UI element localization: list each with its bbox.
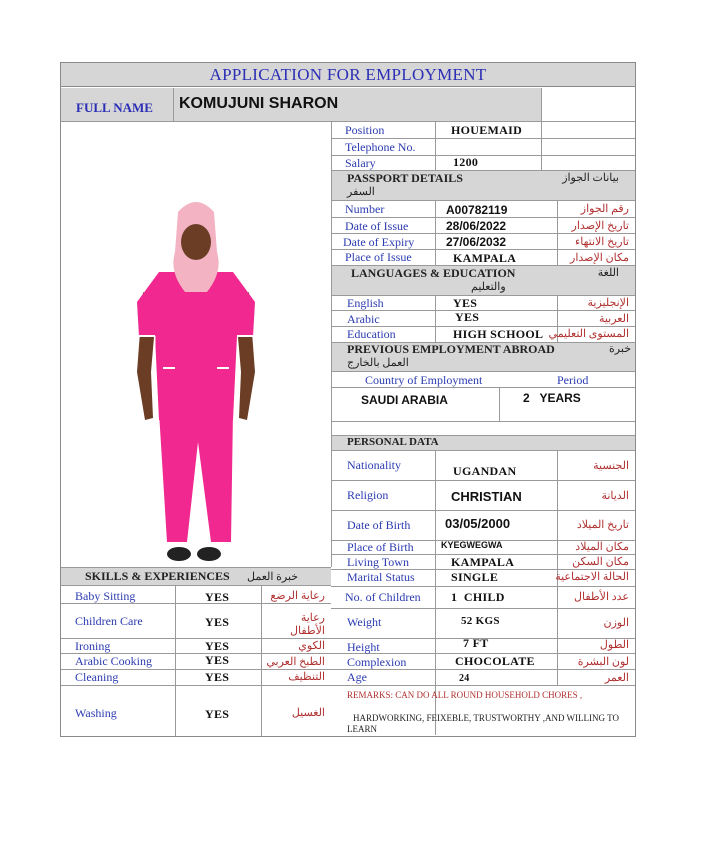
personal-data-heading: PERSONAL DATA bbox=[347, 436, 439, 448]
previous-employment-heading: PREVIOUS EMPLOYMENT ABROAD bbox=[347, 342, 555, 356]
religion-label: Religion bbox=[347, 488, 389, 502]
education-ar: المستوى التعليمي bbox=[548, 328, 629, 340]
age-ar: العمر bbox=[604, 672, 629, 684]
full-name-value: KOMUJUNI SHARON bbox=[179, 95, 339, 112]
living-town-value: KAMPALA bbox=[451, 555, 515, 569]
weight-label: Weight bbox=[347, 615, 382, 629]
issue-date-ar: تاريخ الإصدار bbox=[571, 220, 629, 232]
previous-employment-ar2: العمل بالخارج bbox=[347, 357, 409, 369]
dob-value: 03/05/2000 bbox=[445, 516, 511, 531]
passport-number-value: A00782119 bbox=[446, 203, 508, 217]
employment-country: SAUDI ARABIA bbox=[361, 393, 448, 407]
issue-date-label: Date of Issue bbox=[345, 219, 409, 233]
position-value: HOUEMAID bbox=[451, 123, 523, 137]
washing-ar: الغسيل bbox=[291, 707, 325, 719]
dob-label: Date of Birth bbox=[347, 518, 411, 532]
remarks-line-2: HARDWORKING, FEIXEBLE, TRUSTWORTHY ,AND WILLING TO bbox=[353, 713, 619, 723]
children-value: 1 CHILD bbox=[451, 590, 505, 604]
telephone-label: Telephone No. bbox=[345, 140, 416, 154]
place-of-birth-label: Place of Birth bbox=[347, 540, 414, 554]
baby-sitting-value: YES bbox=[205, 590, 230, 604]
complexion-ar: لون البشرة bbox=[577, 656, 629, 668]
english-label: English bbox=[347, 296, 384, 310]
expiry-date-value: 27/06/2032 bbox=[446, 235, 507, 249]
passport-heading: PASSPORT DETAILS bbox=[347, 171, 463, 185]
height-value: 7 FT bbox=[463, 636, 489, 650]
place-of-birth-ar: مكان الميلاد bbox=[575, 541, 629, 553]
passport-heading-ar: بيانات الجواز bbox=[562, 172, 619, 184]
english-value: YES bbox=[453, 296, 478, 310]
education-label: Education bbox=[347, 327, 396, 341]
children-care-ar: رعاية الأطفال bbox=[290, 612, 325, 637]
cleaning-ar: التنظيف bbox=[288, 671, 325, 683]
washing-value: YES bbox=[205, 707, 230, 721]
nationality-label: Nationality bbox=[347, 458, 401, 472]
languages-heading: LANGUAGES & EDUCATION bbox=[351, 266, 516, 280]
cleaning-value: YES bbox=[205, 670, 230, 684]
weight-ar: الوزن bbox=[603, 617, 629, 629]
skills-heading: SKILLS & EXPERIENCES bbox=[85, 569, 230, 583]
height-label: Height bbox=[347, 640, 380, 654]
skills-heading-ar: خبرة العمل bbox=[247, 571, 299, 583]
age-value: 24 bbox=[459, 673, 470, 684]
arabic-value: YES bbox=[455, 310, 480, 324]
place-of-birth-value: KYEGWEGWA bbox=[441, 540, 503, 550]
arabic-cooking-value: YES bbox=[205, 653, 230, 667]
arabic-ar: العربية bbox=[598, 313, 629, 325]
arabic-cooking-label: Arabic Cooking bbox=[75, 654, 152, 668]
passport-number-label: Number bbox=[345, 202, 385, 216]
full-name-label: FULL NAME bbox=[76, 100, 153, 115]
complexion-label: Complexion bbox=[347, 655, 407, 669]
children-care-label: Children Care bbox=[75, 614, 143, 628]
arabic-cooking-ar: الطبخ العربي bbox=[266, 656, 325, 668]
languages-heading-ar: اللغة bbox=[597, 267, 619, 279]
children-care-value: YES bbox=[205, 615, 230, 629]
place-of-issue-ar: مكان الإصدار bbox=[570, 252, 629, 264]
washing-label: Washing bbox=[75, 706, 117, 720]
religion-ar: الديانة bbox=[601, 490, 629, 502]
marital-status-value: SINGLE bbox=[451, 570, 499, 584]
baby-sitting-ar: رعاية الرضع bbox=[270, 590, 325, 602]
complexion-value: CHOCOLATE bbox=[455, 654, 535, 668]
age-label: Age bbox=[347, 670, 367, 684]
weight-value: 52 KGS bbox=[461, 615, 500, 627]
living-town-label: Living Town bbox=[347, 555, 409, 569]
country-column-header: Country of Employment bbox=[365, 373, 483, 387]
nationality-ar: الجنسية bbox=[593, 460, 629, 472]
remarks-label: REMARKS: CAN DO ALL ROUND HOUSEHOLD CHORES , bbox=[347, 690, 583, 700]
expiry-date-label: Date of Expiry bbox=[343, 235, 415, 249]
ironing-ar: الكوي bbox=[298, 640, 325, 652]
ironing-value: YES bbox=[205, 639, 230, 653]
place-of-issue-value: KAMPALA bbox=[453, 251, 517, 265]
religion-value: CHRISTIAN bbox=[451, 489, 522, 504]
salary-value: 1200 bbox=[453, 155, 479, 169]
previous-employment-ar: خبرة bbox=[609, 343, 631, 355]
applicant-photo bbox=[61, 122, 331, 567]
employment-form bbox=[60, 62, 636, 737]
issue-date-value: 28/06/2022 bbox=[446, 219, 507, 233]
height-ar: الطول bbox=[599, 639, 629, 651]
education-value: HIGH SCHOOL bbox=[453, 327, 544, 341]
living-town-ar: مكان السكن bbox=[572, 556, 629, 568]
marital-status-ar: الحالة الاجتماعية bbox=[555, 571, 629, 583]
baby-sitting-label: Baby Sitting bbox=[75, 589, 136, 603]
cleaning-label: Cleaning bbox=[75, 670, 119, 684]
position-label: Position bbox=[345, 123, 385, 137]
passport-heading-ar2: السفر bbox=[347, 186, 375, 198]
passport-number-ar: رقم الجواز bbox=[580, 203, 629, 215]
english-ar: الإنجليزية bbox=[587, 297, 629, 309]
employment-period: 2 YEARS bbox=[523, 391, 581, 405]
form-title: APPLICATION FOR EMPLOYMENT bbox=[61, 63, 635, 87]
place-of-issue-label: Place of Issue bbox=[345, 250, 412, 264]
dob-ar: تاريخ الميلاد bbox=[576, 519, 629, 531]
salary-label: Salary bbox=[345, 156, 376, 170]
marital-status-label: Marital Status bbox=[347, 570, 415, 584]
ironing-label: Ironing bbox=[75, 639, 111, 653]
nationality-value: UGANDAN bbox=[453, 464, 517, 478]
children-ar: عدد الأطفال bbox=[574, 591, 629, 603]
languages-heading-ar2: والتعليم bbox=[471, 281, 506, 293]
expiry-date-ar: تاريخ الانتهاء bbox=[575, 236, 629, 248]
remarks-line-3: LEARN bbox=[347, 724, 377, 734]
period-column-header: Period bbox=[557, 373, 589, 387]
children-label: No. of Children bbox=[345, 590, 421, 604]
arabic-label: Arabic bbox=[347, 312, 380, 326]
